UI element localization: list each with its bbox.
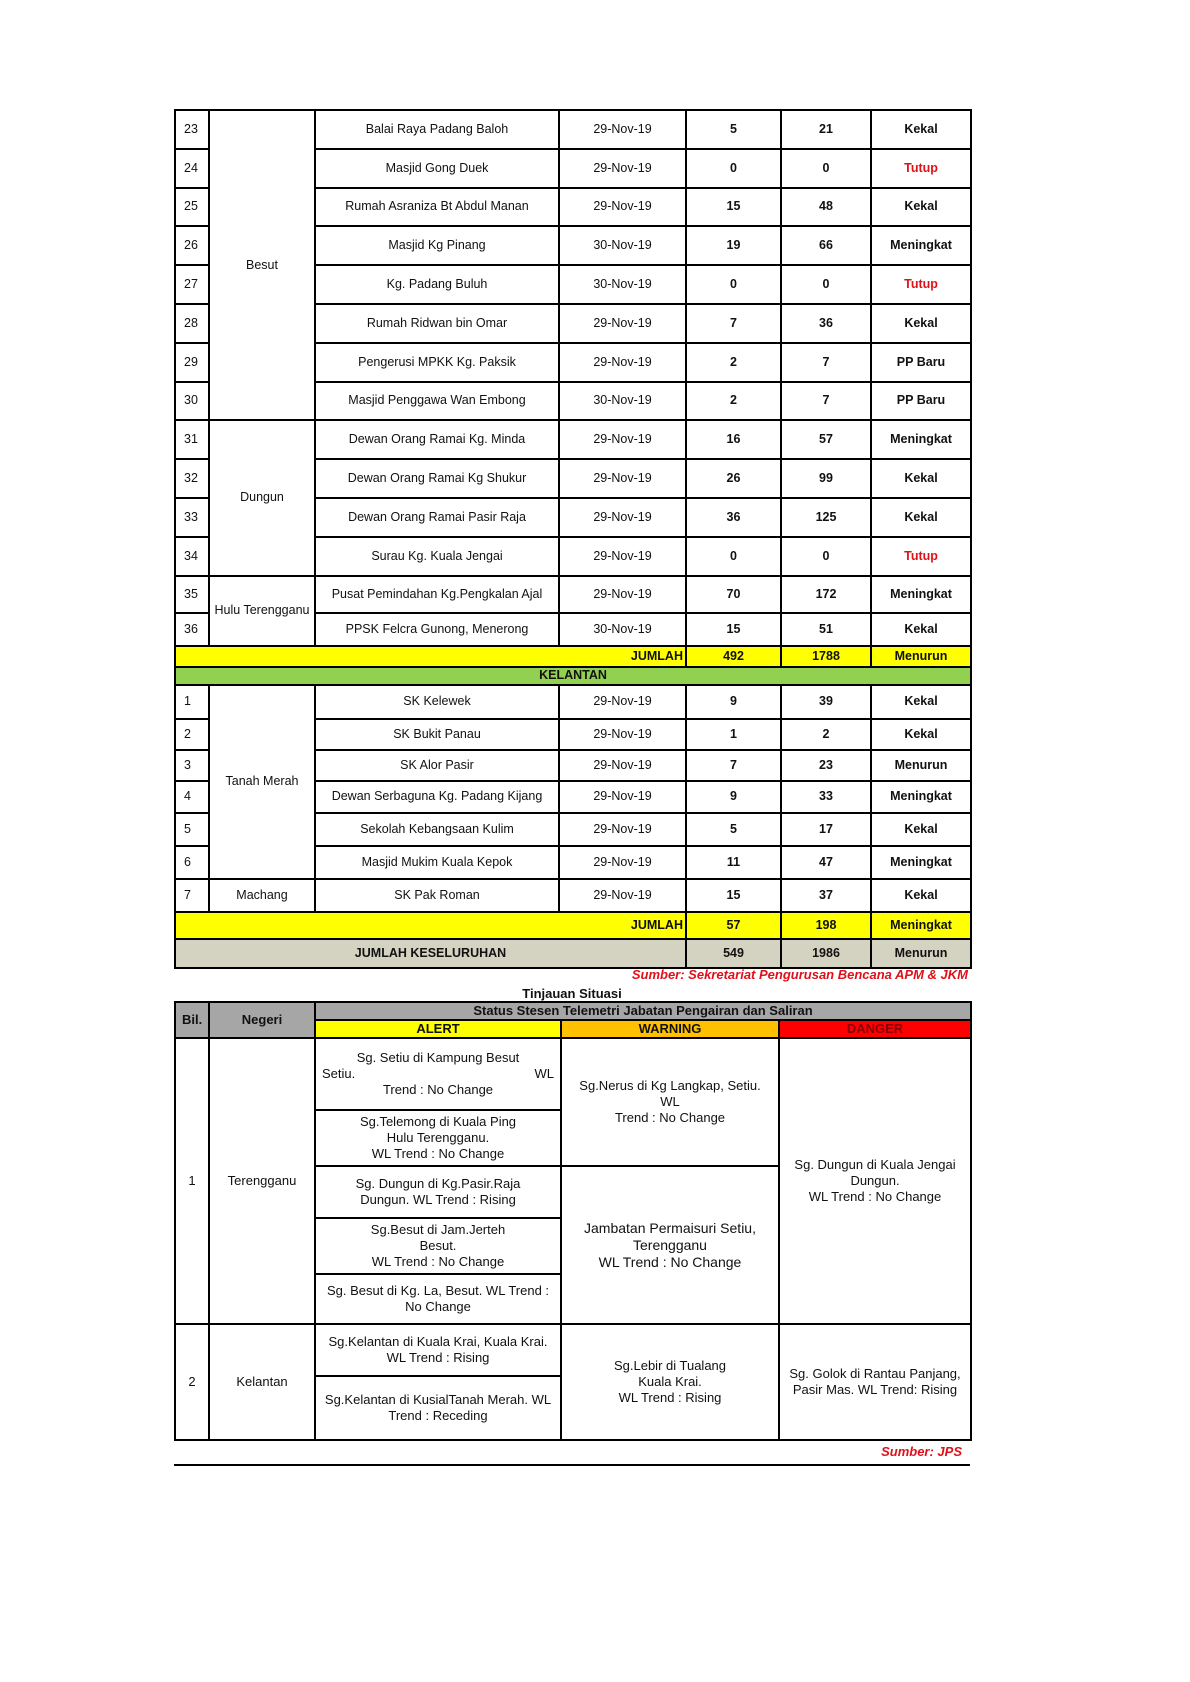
total-status: Menurun	[871, 646, 971, 667]
bil-cell: 2	[175, 1324, 209, 1440]
centre-status: Meningkat	[871, 420, 971, 459]
victim-count: 7	[781, 382, 871, 421]
victim-count: 23	[781, 750, 871, 781]
row-number: 5	[175, 813, 209, 846]
situation-title: Tinjauan Situasi	[522, 986, 622, 1001]
victim-count: 21	[781, 110, 871, 149]
row-number: 25	[175, 188, 209, 227]
family-count: 0	[686, 265, 781, 304]
victim-count: 17	[781, 813, 871, 846]
centre-status: Kekal	[871, 613, 971, 646]
warning-station: Sg.Lebir di Tualang Kuala Krai. WL Trend : Rising	[561, 1324, 779, 1440]
victim-count: 57	[781, 420, 871, 459]
family-count: 0	[686, 537, 781, 576]
centre-status: Kekal	[871, 685, 971, 719]
evacuation-table	[174, 109, 972, 969]
family-count: 5	[686, 813, 781, 846]
total-victims: 1986	[781, 939, 871, 968]
opened-date: 29-Nov-19	[559, 188, 686, 227]
evac-row	[175, 420, 971, 459]
victim-count: 39	[781, 685, 871, 719]
evac-centre-name: PPSK Felcra Gunong, Menerong	[315, 613, 559, 646]
row-number: 36	[175, 613, 209, 646]
opened-date: 29-Nov-19	[559, 781, 686, 813]
family-count: 16	[686, 420, 781, 459]
evac-centre-name: Dewan Orang Ramai Kg Shukur	[315, 459, 559, 498]
subtotal-row	[175, 646, 971, 667]
centre-status: PP Baru	[871, 382, 971, 421]
evac-centre-name: SK Alor Pasir	[315, 750, 559, 781]
victim-count: 0	[781, 265, 871, 304]
victim-count: 36	[781, 304, 871, 343]
victim-count: 0	[781, 537, 871, 576]
victim-count: 37	[781, 879, 871, 912]
family-count: 15	[686, 188, 781, 227]
grand-total-row	[175, 939, 971, 968]
family-count: 15	[686, 879, 781, 912]
evac-centre-name: SK Kelewek	[315, 685, 559, 719]
subtotal-row	[175, 912, 971, 939]
evac-row	[175, 576, 971, 613]
evac-row	[175, 685, 971, 719]
row-number: 7	[175, 879, 209, 912]
family-count: 7	[686, 304, 781, 343]
opened-date: 29-Nov-19	[559, 110, 686, 149]
victim-count: 0	[781, 149, 871, 188]
evac-centre-name: Pusat Pemindahan Kg.Pengkalan Ajal	[315, 576, 559, 613]
victim-count: 99	[781, 459, 871, 498]
evac-centre-name: Sekolah Kebangsaan Kulim	[315, 813, 559, 846]
centre-status: Kekal	[871, 813, 971, 846]
family-count: 36	[686, 498, 781, 537]
warning-station: Jambatan Permaisuri Setiu, Terengganu WL Trend : No Change	[561, 1166, 779, 1324]
centre-status: Kekal	[871, 110, 971, 149]
negeri-cell: Terengganu	[209, 1038, 315, 1324]
victim-count: 33	[781, 781, 871, 813]
total-status: Meningkat	[871, 912, 971, 939]
opened-date: 29-Nov-19	[559, 459, 686, 498]
family-count: 7	[686, 750, 781, 781]
family-count: 15	[686, 613, 781, 646]
opened-date: 29-Nov-19	[559, 685, 686, 719]
victim-count: 47	[781, 846, 871, 879]
warning-station: Sg.Nerus di Kg Langkap, Setiu. WL Trend : No Change	[561, 1038, 779, 1166]
evac-source-note: Sumber: Sekretariat Pengurusan Bencana APM & JKM	[631, 967, 968, 982]
opened-date: 30-Nov-19	[559, 382, 686, 421]
evac-centre-name: Dewan Serbaguna Kg. Padang Kijang	[315, 781, 559, 813]
evac-centre-name: SK Bukit Panau	[315, 719, 559, 750]
evac-centre-name: Pengerusi MPKK Kg. Paksik	[315, 343, 559, 382]
evac-centre-name: Kg. Padang Buluh	[315, 265, 559, 304]
danger-station: Sg. Dungun di Kuala Jengai Dungun. WL Trend : No Change	[779, 1038, 971, 1324]
jps-source-note: Sumber: JPS	[881, 1444, 962, 1459]
row-number: 34	[175, 537, 209, 576]
alert-station: Sg. Setiu di Kampung Besut Setiu. WL Trend : No Change	[315, 1038, 561, 1110]
evac-row	[175, 879, 971, 912]
header-alert: ALERT	[315, 1020, 561, 1038]
header-status: Status Stesen Telemetri Jabatan Pengairan dan Saliran	[315, 1002, 971, 1020]
header-warning: WARNING	[561, 1020, 779, 1038]
negeri-cell: Kelantan	[209, 1324, 315, 1440]
victim-count: 66	[781, 226, 871, 265]
total-label: JUMLAH KESELURUHAN	[175, 939, 686, 968]
evac-centre-name: Dewan Orang Ramai Pasir Raja	[315, 498, 559, 537]
alert-station: Sg.Kelantan di Kuala Krai, Kuala Krai. WL Trend : Rising	[315, 1324, 561, 1376]
row-number: 28	[175, 304, 209, 343]
centre-status: Meningkat	[871, 846, 971, 879]
family-count: 26	[686, 459, 781, 498]
header-danger: DANGER	[779, 1020, 971, 1038]
total-victims: 1788	[781, 646, 871, 667]
opened-date: 29-Nov-19	[559, 813, 686, 846]
row-number: 26	[175, 226, 209, 265]
evac-centre-name: Masjid Penggawa Wan Embong	[315, 382, 559, 421]
family-count: 0	[686, 149, 781, 188]
opened-date: 29-Nov-19	[559, 498, 686, 537]
family-count: 9	[686, 685, 781, 719]
evac-centre-name: Rumah Asraniza Bt Abdul Manan	[315, 188, 559, 227]
opened-date: 29-Nov-19	[559, 537, 686, 576]
family-count: 1	[686, 719, 781, 750]
opened-date: 29-Nov-19	[559, 149, 686, 188]
family-count: 5	[686, 110, 781, 149]
opened-date: 29-Nov-19	[559, 576, 686, 613]
opened-date: 29-Nov-19	[559, 420, 686, 459]
alert-station: Sg. Besut di Kg. La, Besut. WL Trend : No Change	[315, 1274, 561, 1324]
centre-status: Kekal	[871, 459, 971, 498]
row-number: 2	[175, 719, 209, 750]
evac-centre-name: SK Pak Roman	[315, 879, 559, 912]
evac-centre-name: Rumah Ridwan bin Omar	[315, 304, 559, 343]
row-number: 1	[175, 685, 209, 719]
evac-centre-name: Balai Raya Padang Baloh	[315, 110, 559, 149]
centre-status: Tutup	[871, 537, 971, 576]
row-number: 35	[175, 576, 209, 613]
centre-status: Meningkat	[871, 781, 971, 813]
row-number: 29	[175, 343, 209, 382]
victim-count: 172	[781, 576, 871, 613]
situation-row	[175, 1038, 971, 1110]
row-number: 33	[175, 498, 209, 537]
centre-status: Tutup	[871, 149, 971, 188]
state-header: KELANTAN	[175, 667, 971, 685]
evac-centre-name: Surau Kg. Kuala Jengai	[315, 537, 559, 576]
district-cell: Tanah Merah	[209, 685, 315, 879]
district-cell: Hulu Terengganu	[209, 576, 315, 646]
family-count: 19	[686, 226, 781, 265]
evac-centre-name: Masjid Mukim Kuala Kepok	[315, 846, 559, 879]
row-number: 30	[175, 382, 209, 421]
centre-status: Kekal	[871, 304, 971, 343]
row-number: 32	[175, 459, 209, 498]
centre-status: Meningkat	[871, 576, 971, 613]
bottom-rule	[174, 1464, 970, 1466]
total-victims: 198	[781, 912, 871, 939]
centre-status: PP Baru	[871, 343, 971, 382]
row-number: 3	[175, 750, 209, 781]
row-number: 4	[175, 781, 209, 813]
family-count: 9	[686, 781, 781, 813]
row-number: 23	[175, 110, 209, 149]
centre-status: Kekal	[871, 879, 971, 912]
evac-row	[175, 110, 971, 149]
telemetry-status-table	[174, 1001, 972, 1441]
total-families: 549	[686, 939, 781, 968]
centre-status: Kekal	[871, 188, 971, 227]
family-count: 2	[686, 343, 781, 382]
evac-centre-name: Masjid Kg Pinang	[315, 226, 559, 265]
opened-date: 29-Nov-19	[559, 343, 686, 382]
state-header-row	[175, 667, 971, 685]
opened-date: 29-Nov-19	[559, 304, 686, 343]
victim-count: 7	[781, 343, 871, 382]
row-number: 31	[175, 420, 209, 459]
family-count: 70	[686, 576, 781, 613]
alert-station: Sg. Dungun di Kg.Pasir.Raja Dungun. WL Trend : Rising	[315, 1166, 561, 1218]
family-count: 11	[686, 846, 781, 879]
centre-status: Kekal	[871, 498, 971, 537]
evac-centre-name: Masjid Gong Duek	[315, 149, 559, 188]
opened-date: 30-Nov-19	[559, 265, 686, 304]
centre-status: Meningkat	[871, 226, 971, 265]
centre-status: Kekal	[871, 719, 971, 750]
alert-station: Sg.Telemong di Kuala Ping Hulu Terengganu. WL Trend : No Change	[315, 1110, 561, 1166]
total-families: 492	[686, 646, 781, 667]
total-families: 57	[686, 912, 781, 939]
family-count: 2	[686, 382, 781, 421]
alert-station: Sg.Besut di Jam.Jerteh Besut. WL Trend : No Change	[315, 1218, 561, 1274]
opened-date: 30-Nov-19	[559, 226, 686, 265]
row-number: 24	[175, 149, 209, 188]
row-number: 27	[175, 265, 209, 304]
alert-station: Sg.Kelantan di KusialTanah Merah. WL Trend : Receding	[315, 1376, 561, 1440]
total-status: Menurun	[871, 939, 971, 968]
opened-date: 29-Nov-19	[559, 846, 686, 879]
header-bil: Bil.	[175, 1002, 209, 1038]
centre-status: Tutup	[871, 265, 971, 304]
row-number: 6	[175, 846, 209, 879]
header-negeri: Negeri	[209, 1002, 315, 1038]
victim-count: 51	[781, 613, 871, 646]
victim-count: 125	[781, 498, 871, 537]
victim-count: 48	[781, 188, 871, 227]
total-label: JUMLAH	[175, 912, 686, 939]
opened-date: 29-Nov-19	[559, 879, 686, 912]
danger-station: Sg. Golok di Rantau Panjang, Pasir Mas. WL Trend: Rising	[779, 1324, 971, 1440]
opened-date: 29-Nov-19	[559, 750, 686, 781]
victim-count: 2	[781, 719, 871, 750]
bil-cell: 1	[175, 1038, 209, 1324]
district-cell: Machang	[209, 879, 315, 912]
situation-row	[175, 1324, 971, 1376]
district-cell: Dungun	[209, 420, 315, 575]
opened-date: 29-Nov-19	[559, 719, 686, 750]
district-cell: Besut	[209, 110, 315, 420]
total-label: JUMLAH	[175, 646, 686, 667]
centre-status: Menurun	[871, 750, 971, 781]
opened-date: 30-Nov-19	[559, 613, 686, 646]
evac-centre-name: Dewan Orang Ramai Kg. Minda	[315, 420, 559, 459]
